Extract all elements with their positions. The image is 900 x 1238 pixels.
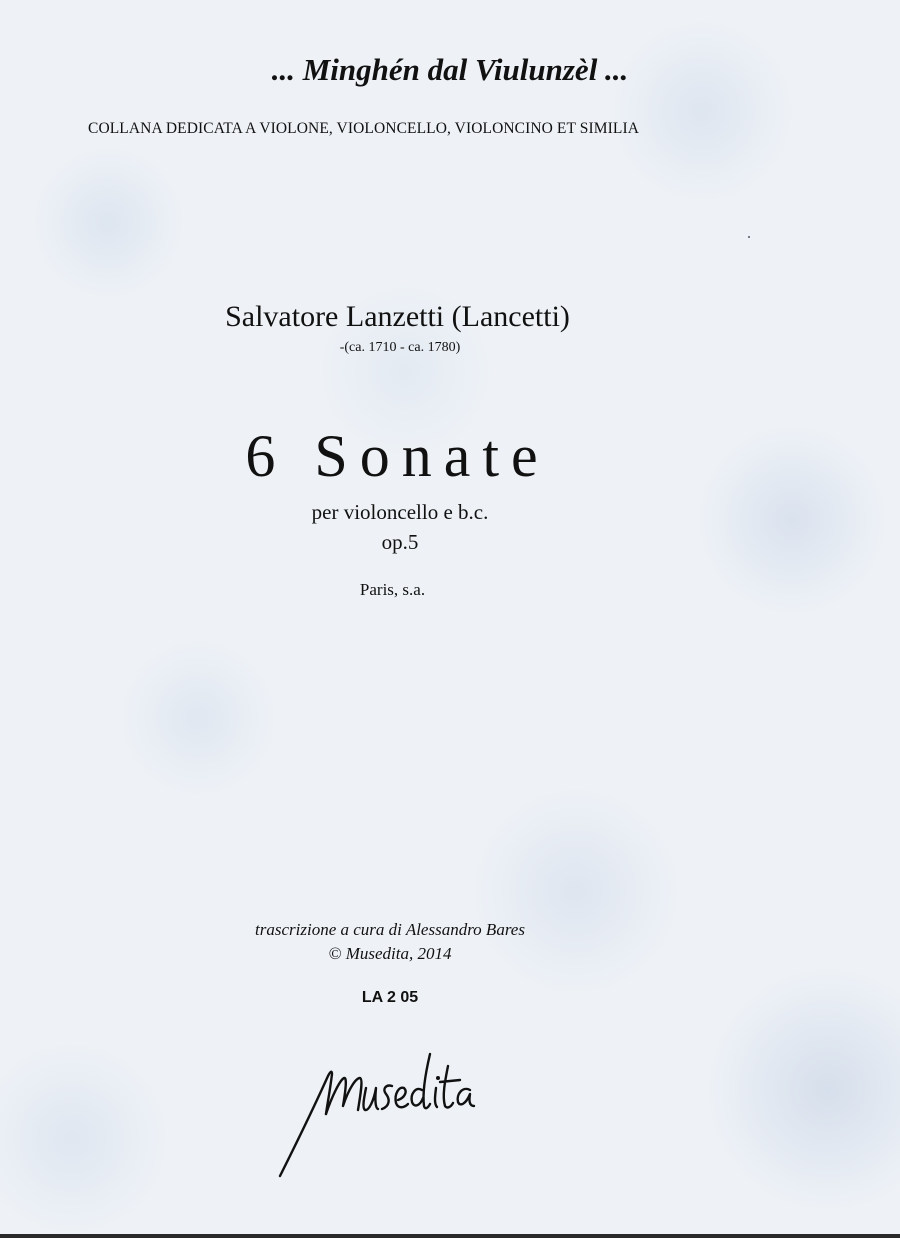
work-title: 6 Sonate (245, 423, 550, 489)
composer-dates: -(ca. 1710 - ca. 1780) (339, 340, 461, 355)
bottom-edge (0, 1234, 900, 1238)
catalog-number: LA 2 05 (361, 989, 419, 1006)
musedita-signature-logo (270, 1036, 520, 1186)
work-place: Paris, s.a. (359, 580, 426, 599)
series-subtitle: COLLANA DEDICATA A VIOLONE, VIOLONCELLO, VIOLONCINO ET SIMILIA (88, 120, 640, 137)
work-instrumentation: per violoncello e b.c. (311, 500, 489, 524)
work-opus: op.5 (381, 530, 419, 554)
composer-name: Salvatore Lanzetti (Lancetti) (225, 300, 570, 333)
edition-copyright: © Musedita, 2014 (328, 944, 452, 963)
series-title: ... Minghén dal Viulunzèl ... (271, 52, 629, 87)
edition-credit: trascrizione a cura di Alessandro Bares (255, 920, 525, 939)
paper-speck (748, 236, 750, 238)
